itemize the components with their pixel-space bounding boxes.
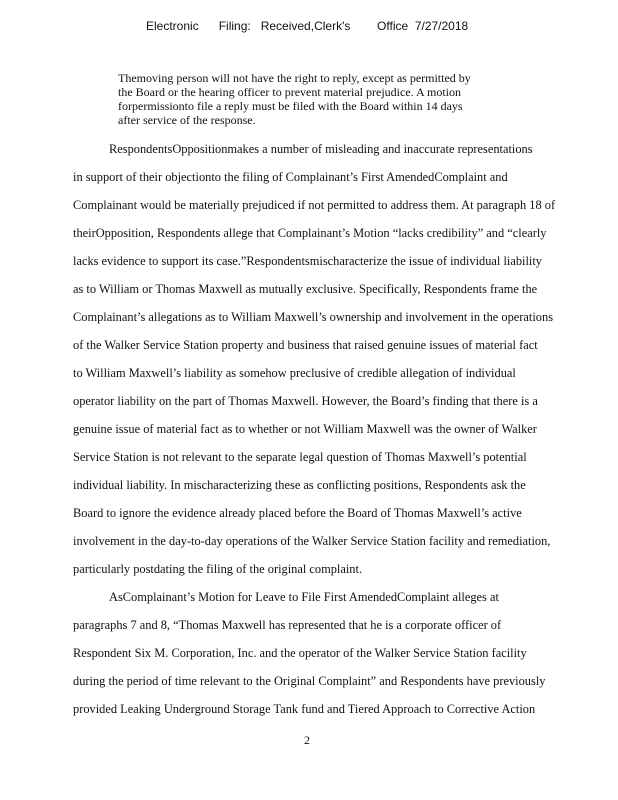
page-number: 2: [304, 733, 310, 747]
body-line: Respondent Six M. Corporation, Inc. and the operator of the Walker Service Station facility: [73, 646, 527, 660]
body-line: as to William or Thomas Maxwell as mutually exclusive. Specifically, Respondents frame the: [73, 282, 538, 296]
body-line: AsComplainant’s Motion for Leave to File First AmendedComplaint alleges at: [109, 590, 499, 604]
body-line: involvement in the day-to-day operations of the Walker Service Station facility and remediation,: [73, 534, 551, 548]
body-line: particularly postdating the filing of the original complaint.: [73, 562, 363, 576]
body-line: to William Maxwell’s liability as somehow preclusive of credible allegation of individual: [73, 366, 516, 380]
quote-line: after service of the response.: [118, 113, 256, 127]
body-line: provided Leaking Underground Storage Tank fund and Tiered Approach to Corrective Action: [73, 702, 536, 716]
body-line: lacks evidence to support its case.”Respondentsmischaracterize the issue of individual liability: [73, 254, 542, 268]
body-line: operator liability on the part of Thomas Maxwell. However, the Board’s finding that there is a: [73, 394, 538, 408]
filing-header: Electronic Filing: Received,Clerk's Office 7/27/2018: [146, 19, 469, 33]
body-line: of the Walker Service Station property and business that raised genuine issues of material fact: [73, 338, 538, 352]
body-line: Complainant’s allegations as to William Maxwell’s ownership and involvement in the operations: [73, 310, 554, 324]
block-quote: [118, 71, 558, 127]
body-line: RespondentsOppositionmakes a number of misleading and inaccurate representations: [109, 142, 533, 156]
body-line: paragraphs 7 and 8, “Thomas Maxwell has represented that he is a corporate officer of: [73, 618, 502, 632]
body-line: Complainant would be materially prejudiced if not permitted to address them. At paragraph 18 of: [73, 198, 556, 212]
body-line: Board to ignore the evidence already placed before the Board of Thomas Maxwell’s active: [73, 506, 522, 520]
body-line: theirOpposition, Respondents allege that Complainant’s Motion “lacks credibility” and “clearly: [73, 226, 547, 240]
quote-line: Themoving person will not have the right to reply, except as permitted by: [118, 71, 471, 85]
body-line: individual liability. In mischaracterizing these as conflicting positions, Respondents ask the: [73, 478, 526, 492]
body-line: genuine issue of material fact as to whether or not William Maxwell was the owner of Walker: [73, 422, 537, 436]
body-line: during the period of time relevant to the Original Complaint” and Respondents have previously: [73, 674, 546, 688]
body-line: Service Station is not relevant to the separate legal question of Thomas Maxwell’s potential: [73, 450, 527, 464]
quote-line: the Board or the hearing officer to prevent material prejudice. A motion: [118, 85, 461, 99]
body-line: in support of their objectionto the filing of Complainant’s First AmendedComplaint and: [73, 170, 508, 184]
quote-line: forpermissionto file a reply must be filed with the Board within 14 days: [118, 99, 463, 113]
